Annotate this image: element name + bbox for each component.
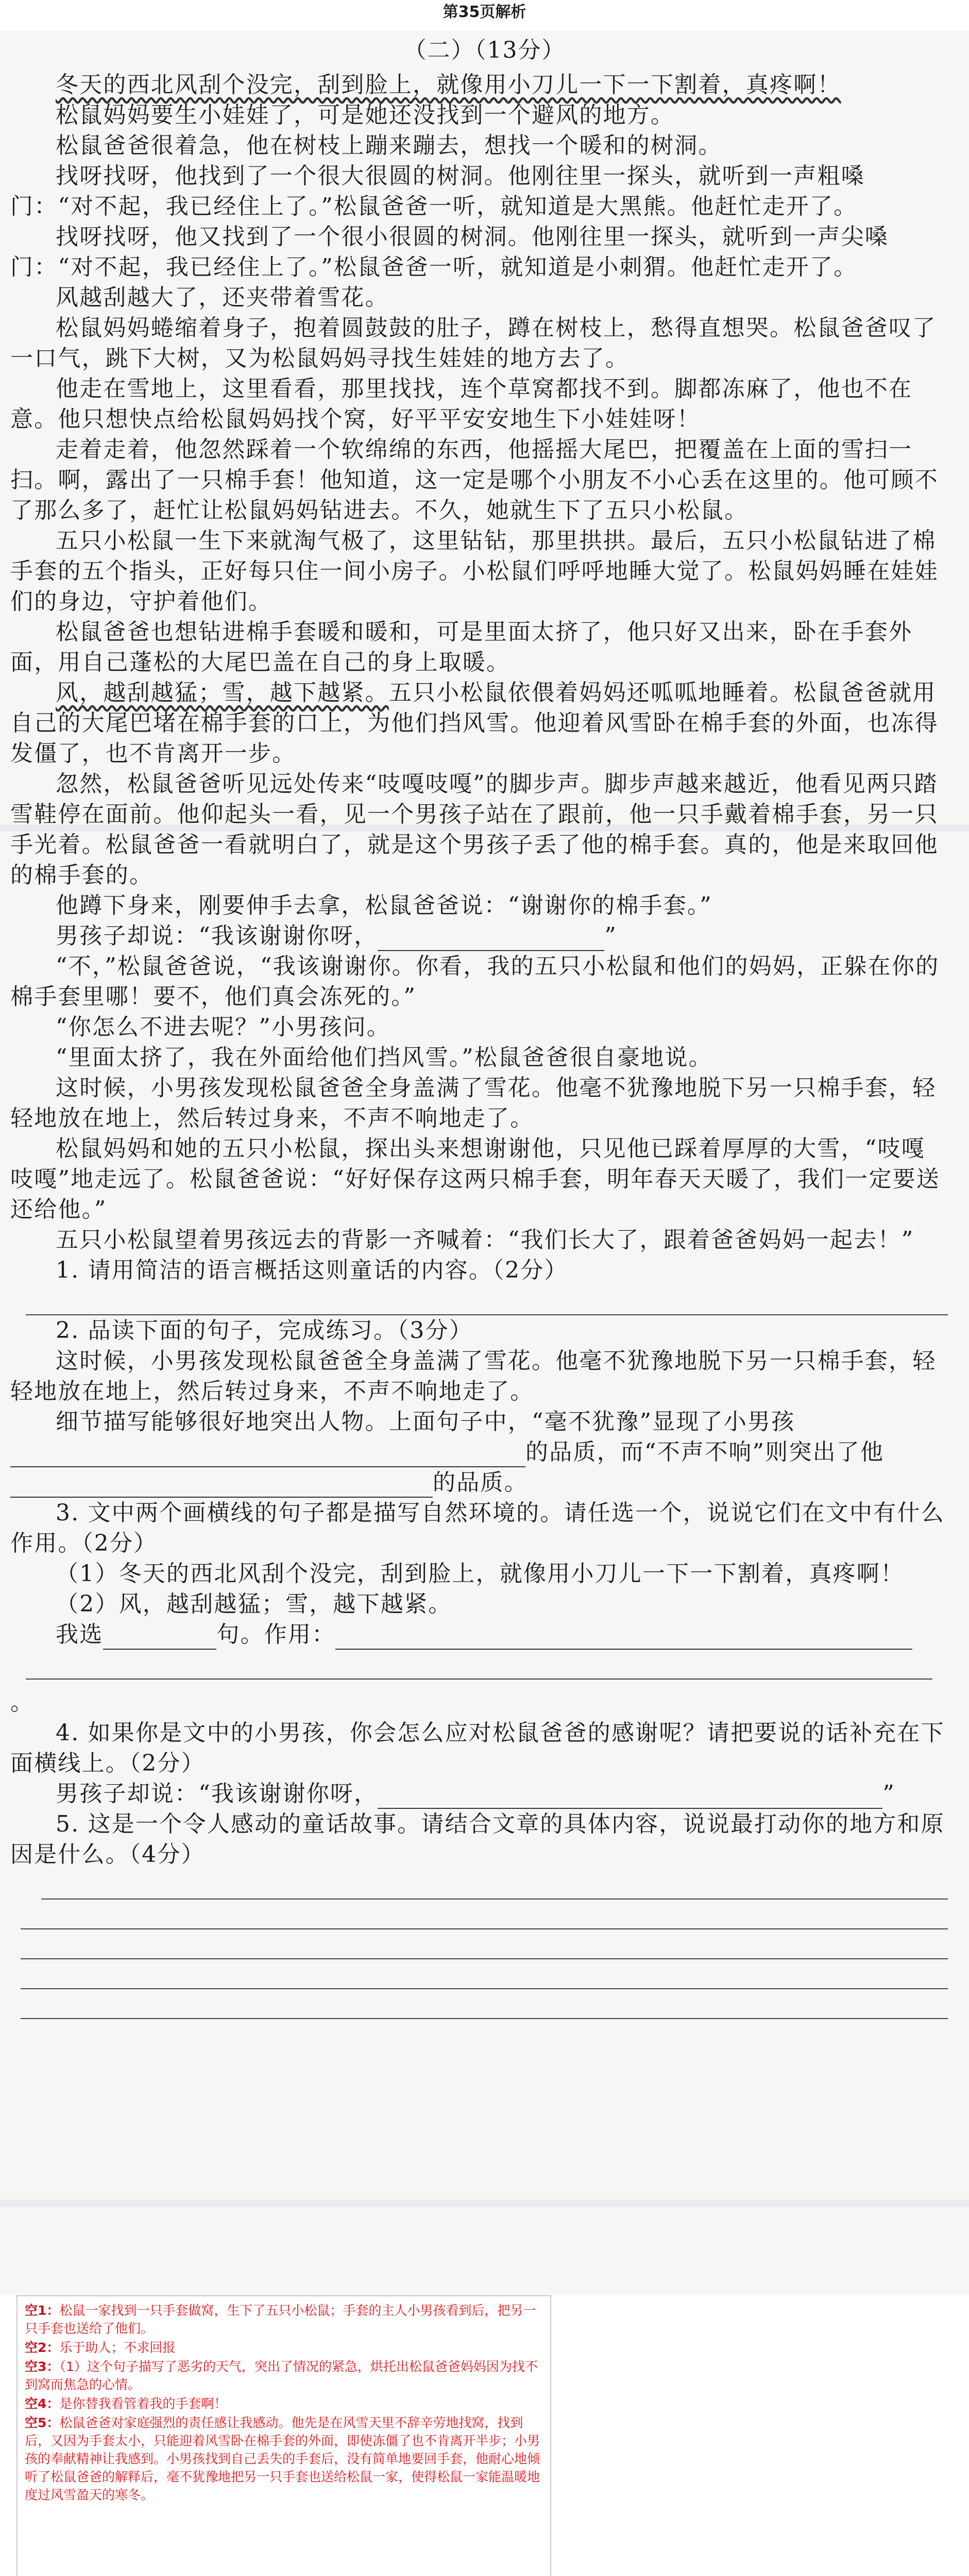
paragraph: 这时候，小男孩发现松鼠爸爸全身盖满了雪花。他毫不犹豫地脱下另一只棉手套，轻轻地放在地上，然后转过身来，不声不响地走了。 xyxy=(10,1075,937,1131)
question-text: 句。作用： xyxy=(216,1621,336,1648)
answer-line[interactable] xyxy=(21,1959,948,1989)
environment-sentence-2: 风，越刮越猛；雪，越下越紧。 xyxy=(56,680,389,706)
section-title: （二）（13分） xyxy=(403,37,566,63)
question-1: 1. 请用简洁的语言概括这则童话的内容。（2分） xyxy=(56,1257,568,1283)
paragraph: 他蹲下身来，刚要伸手去拿，松鼠爸爸说：“谢谢你的棉手套。” xyxy=(56,892,712,919)
answer-line[interactable] xyxy=(21,1900,948,1929)
answer-key xyxy=(16,2295,551,2576)
question-4-line xyxy=(10,1778,948,1809)
answer-text: 松鼠一家找到一只手套做窝，生下了五只小松鼠；手套的主人小男孩看到后，把另一只手套也送给了他们。 xyxy=(25,2303,536,2336)
answer-label: 空1： xyxy=(25,2303,60,2318)
blank-line[interactable] xyxy=(103,1626,216,1650)
paragraph: 五只小松鼠望着男孩远去的背影一齐喊着：“我们长大了，跟着爸爸妈妈一起去！” xyxy=(56,1227,914,1253)
answer-label: 空2： xyxy=(25,2340,60,2355)
question-text: 细节描写能够很好地突出人物。上面句子中，“毫不犹豫”显现了小男孩 xyxy=(56,1409,795,1435)
question-3: 3. 文中两个画横线的句子都是描写自然环境的。请任选一个，说说它们在文中有什么作用。（2分） xyxy=(10,1500,945,1556)
answer-row xyxy=(25,2301,543,2337)
question-3-option-1: （1）冬天的西北风刮个没完，刮到脸上，就像用小刀儿一下一下割着，真疼啊！ xyxy=(56,1561,905,1587)
page-header: 第35页解析 xyxy=(443,3,526,21)
paragraph: 找呀找呀，他又找到了一个很小很圆的树洞。他刚往里一探头，就听到一声尖嗓门：“对不起，我已经住上了。”松鼠爸爸一听，就知道是小刺猬。他赶忙走开了。 xyxy=(10,224,889,280)
question-text: ” xyxy=(882,1781,895,1807)
paragraph: 松鼠爸爸也想钻进棉手套暖和暖和，可是里面太挤了，他只好又出来，卧在手套外面，用自己蓬松的大尾巴盖在自己的身上取暖。 xyxy=(10,619,913,675)
paragraph: 松鼠妈妈蜷缩着身子，抱着圆鼓鼓的肚子，蹲在树枝上，愁得直想哭。松鼠爸爸叹了一口气，跳下大树，又为松鼠妈妈寻找生娃娃的地方去了。 xyxy=(10,315,937,371)
answer-line[interactable] xyxy=(41,1870,948,1900)
answer-label: 空3： xyxy=(25,2359,60,2374)
question-2-quote: 这时候，小男孩发现松鼠爸爸全身盖满了雪花。他毫不犹豫地脱下另一只棉手套，轻轻地放在地上，然后转过身来，不声不响地走了。 xyxy=(10,1348,937,1404)
paragraph: 风越刮越大了，还夹带着雪花。 xyxy=(56,284,389,311)
answer-line[interactable] xyxy=(26,1650,932,1680)
answer-line[interactable] xyxy=(26,1285,948,1315)
answer-line[interactable] xyxy=(21,1989,948,2019)
answer-label: 空5： xyxy=(25,2415,60,2430)
answer-text: 是你替我看管着我的手套啊！ xyxy=(59,2396,227,2411)
question-2-text xyxy=(10,1437,948,1467)
paragraph xyxy=(10,677,948,769)
reading-passage xyxy=(10,70,948,2019)
paragraph: “你怎么不进去呢？”小男孩问。 xyxy=(56,1014,390,1040)
blank-line[interactable] xyxy=(335,1626,912,1650)
question-text: 我选 xyxy=(56,1621,104,1648)
answer-label: 空4： xyxy=(25,2396,60,2411)
paragraph: 走着走着，他忽然踩着一个软绵绵的东西，他摇摇大尾巴，把覆盖在上面的雪扫一扫。啊，露出了一只棉手套！他知道，这一定是哪个小朋友不小心丢在这里的。他可顾不了那么多了，赶忙让松鼠妈妈钻进去。不久，她就生下了五只小松鼠。 xyxy=(10,436,939,523)
paragraph-text: 男孩子却说：“我该谢谢你呀， xyxy=(56,923,378,949)
paragraph-text: 五只小松鼠依偎着妈妈还呱呱地睡着。松鼠爸爸就用自己的大尾巴堵在棉手套的口上，为他们挡风雪。他迎着风雪卧在棉手套的外面，也冻得发僵了，也不肯离开一步。 xyxy=(10,680,939,767)
paragraph: “里面太挤了，我在外面给他们挡风雪。”松鼠爸爸很自豪地说。 xyxy=(56,1044,712,1071)
question-3-choice xyxy=(10,1619,948,1650)
paragraph: 松鼠爸爸很着急，他在树枝上蹦来蹦去，想找一个暖和的树洞。 xyxy=(56,132,722,159)
blank-line[interactable] xyxy=(10,1444,525,1467)
answer-text: （1）这个句子描写了恶劣的天气，突出了情况的紧急，烘托出松鼠爸爸妈妈因为找不到窝而焦急的心情。 xyxy=(25,2359,538,2392)
question-text: 。 xyxy=(10,1689,35,1716)
question-4: 4. 如果你是文中的小男孩，你会怎么应对松鼠爸爸的感谢呢？请把要说的话补充在下面横线上。（2分） xyxy=(10,1720,945,1776)
paragraph: 他走在雪地上，这里看看，那里找找，连个草窝都找不到。脚都冻麻了，他也不在意。他只想快点给松鼠妈妈找个窝，好平平安安地生下小娃娃呀！ xyxy=(10,376,913,432)
blank-line[interactable] xyxy=(10,1474,433,1498)
answer-text: 松鼠爸爸对家庭强烈的责任感让我感动。他先是在风雪天里不辞辛劳地找窝，找到后，又因为手套太小，只能迎着风雪卧在棉手套的外面，即使冻僵了也不肯离开半步；小男孩的奉献精神让我感到。小男孩找到自己丢失的手套后，没有简单地要回手套，他耐心地倾听了松鼠爸爸的解释后，毫不犹豫地把另一只手套也送给松鼠一家，使得松鼠一家能温暖地度过风雪盈天的寒冬。 xyxy=(25,2415,540,2502)
paragraph: 五只小松鼠一生下来就淘气极了，这里钻钻，那里拱拱。最后，五只小松鼠钻进了棉手套的五个指头，正好每只住一间小房子。小松鼠们呼呼地睡大觉了。松鼠妈妈睡在娃娃们的身边，守护着他们。 xyxy=(10,528,939,615)
answer-row xyxy=(25,2395,543,2413)
question-3-option-2: （2）风，越刮越猛；雪，越下越紧。 xyxy=(56,1591,452,1617)
paragraph-text: ” xyxy=(604,923,617,949)
question-text: 的品质，而“不声不响”则突出了他 xyxy=(525,1439,885,1465)
paragraph xyxy=(10,70,948,100)
answer-line[interactable] xyxy=(21,1929,948,1959)
answer-text: 乐于助人；不求回报 xyxy=(59,2340,176,2355)
paragraph xyxy=(10,921,948,951)
answer-row xyxy=(25,2414,543,2504)
paragraph: 忽然，松鼠爸爸听见远处传来“吱嘎吱嘎”的脚步声。脚步声越来越近，他看见两只踏雪鞋停在面前。他仰起头一看，见一个男孩子站在了跟前，他一只手戴着棉手套，另一只手光着。松鼠爸爸一看就明白了，就是这个男孩子丢了他的棉手套。真的，他是来取回他的棉手套的。 xyxy=(10,771,939,888)
paragraph: 找呀找呀，他找到了一个很大很圆的树洞。他刚往里一探头，就听到一声粗嗓门：“对不起，我已经住上了。”松鼠爸爸一听，就知道是大黑熊。他赶忙走开了。 xyxy=(10,163,865,219)
paragraph: “不，”松鼠爸爸说，“我该谢谢你。你看，我的五只小松鼠和他们的妈妈，正躲在你的棉手套里哪！要不，他们真会冻死的。” xyxy=(10,953,940,1010)
paragraph: 松鼠妈妈要生小娃娃了，可是她还没找到一个避风的地方。 xyxy=(56,102,675,128)
answer-row xyxy=(25,2358,543,2394)
answer-row xyxy=(25,2338,543,2357)
scan-artifact xyxy=(0,2200,969,2207)
paragraph: 松鼠妈妈和她的五只小松鼠，探出头来想谢谢他，只见他已踩着厚厚的大雪，“吱嘎吱嘎”地走远了。松鼠爸爸说：“好好保存这两只棉手套，明年春天天暖了，我们一定要送还给他。” xyxy=(10,1136,940,1223)
question-2: 2. 品读下面的句子，完成练习。（3分） xyxy=(56,1317,473,1344)
blank-line[interactable] xyxy=(378,927,604,951)
question-2-text xyxy=(10,1406,948,1437)
environment-sentence-1: 冬天的西北风刮个没完，刮到脸上，就像用小刀儿一下一下割着，真疼啊！ xyxy=(56,72,841,98)
question-2-text xyxy=(10,1467,948,1498)
question-5: 5. 这是一个令人感动的童话故事。请结合文章的具体内容，说说最打动你的地方和原因是什么。（4分） xyxy=(10,1811,945,1868)
question-text: 的品质。 xyxy=(433,1469,528,1496)
blank-line[interactable] xyxy=(378,1785,882,1809)
question-text: 男孩子却说：“我该谢谢你呀， xyxy=(56,1781,378,1807)
